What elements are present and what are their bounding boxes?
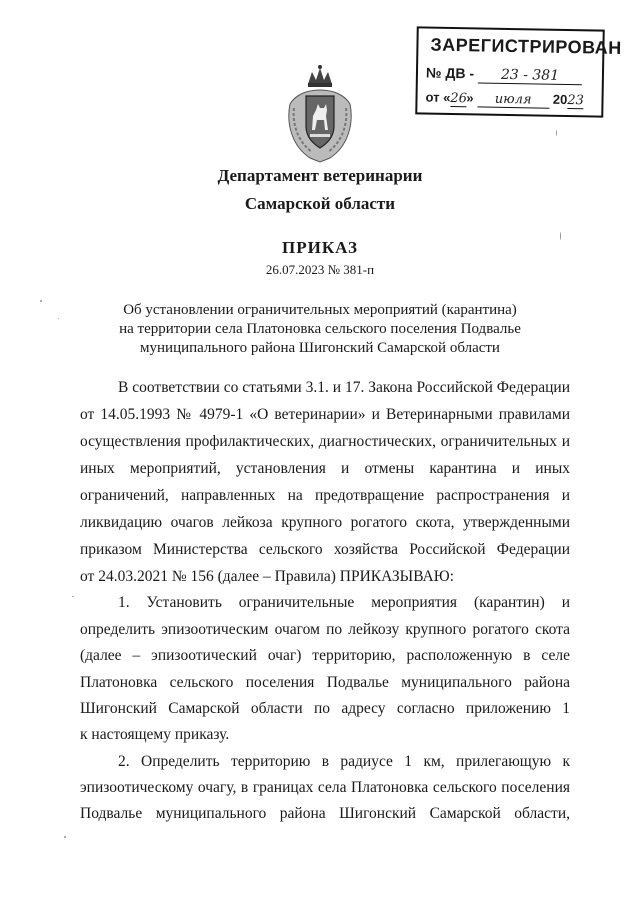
body-line: В соответствии со статьями 3.1. и 17. Закона Российской Федерации — [118, 379, 570, 396]
body-line: Подвалье муниципального района Шигонский Самарской области, — [80, 805, 570, 822]
stamp-number-value: 23 - 381 — [478, 66, 582, 85]
stamp-year-suffix: 23 — [567, 93, 584, 109]
scan-speck — [58, 318, 59, 319]
scan-speck — [556, 130, 557, 136]
body-line: Шигонский Самарской области по адресу согласно приложению 1 — [80, 700, 570, 717]
body-line: к настоящему приказу. — [80, 726, 230, 743]
body-line: приказом Министерства сельского хозяйства Российской Федерации — [80, 541, 570, 558]
stamp-date-day: 26 — [450, 90, 468, 107]
stamp-title: ЗАРЕГИСТРИРОВАН — [430, 34, 622, 58]
order-number: 26.07.2023 № 381-п — [265, 262, 375, 277]
body-line: Платоновка сельского поселения Подвалье муниципального района — [80, 674, 570, 691]
stamp-date-row — [425, 90, 583, 110]
stamp-date-prefix: от « — [425, 89, 451, 105]
stamp-date-month: июля — [477, 91, 549, 108]
body-line: от 24.03.2021 № 156 (далее – Правила) ПРИКАЗЫВАЮ: — [80, 568, 454, 585]
samara-coat-of-arms-icon — [282, 64, 358, 164]
stamp-year-prefix: 20 — [552, 91, 568, 108]
stamp-date-suffix: » — [466, 90, 474, 106]
body-line: ограничений, направленных на предотвращение распространения и — [80, 487, 570, 504]
body-line: 1. Установить ограничительные мероприятия (карантин) и — [118, 594, 570, 611]
subject-line: Об установлении ограничительных мероприятий (карантина) — [123, 302, 517, 318]
department-title: Департамент ветеринарии — [217, 166, 423, 185]
body-line: определить эпизоотическим очагом по лейкозу крупного рогатого скота — [80, 621, 570, 638]
order-subject — [60, 301, 580, 358]
subject-line: муниципального района Шигонский Самарской области — [140, 340, 500, 356]
body-line: ликвидацию очагов лейкоза крупного рогатого скота, утвержденными — [80, 514, 570, 531]
registration-stamp — [415, 26, 622, 117]
department-region: Самарской области — [244, 194, 396, 213]
scan-speck — [560, 232, 561, 240]
scan-speck — [64, 836, 66, 838]
body-line: осуществления профилактических, диагностических, ограничительных и — [80, 433, 570, 450]
body-line: иных мероприятий, установления и отмены карантина и иных — [80, 460, 570, 477]
subject-line: на территории села Платоновка сельского поселения Подвалье — [119, 321, 521, 337]
body-line: от 14.05.1993 № 4979-1 «О ветеринарии» и Ветеринарными правилами — [80, 406, 570, 423]
scan-speck — [40, 300, 42, 302]
scan-speck — [72, 596, 74, 597]
body-line: (далее – эпизоотический очаг) территорию, расположенную в селе — [80, 647, 570, 664]
order-title: ПРИКАЗ — [282, 238, 358, 257]
stamp-number-row — [426, 65, 582, 86]
body-line: 2. Определить территорию в радиусе 1 км, прилегающую к — [118, 753, 570, 770]
stamp-number-label: № ДВ - — [425, 64, 475, 82]
body-line: эпизоотическому очагу, в границах села Платоновка сельского поселения — [80, 779, 570, 796]
